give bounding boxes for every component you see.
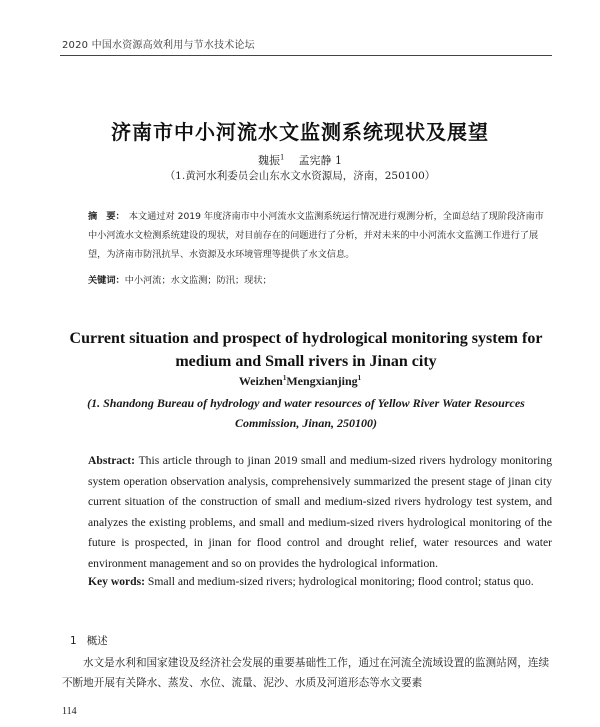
- body-paragraph: 水文是水利和国家建设及经济社会发展的重要基础性工作，通过在河流全流域设置的监测站网，连续不断地开展有关降水、蒸发、水位、流量、泥沙、水质及河道形态等水文要素: [62, 657, 550, 689]
- author-affil-mark: 1: [357, 374, 362, 382]
- affiliation-en: (1. Shandong Bureau of hydrology and water resources of Yellow River Water Resources Commission, Jinan, 250100): [87, 396, 525, 430]
- abstract-zh-text: 本文通过对 2019 年度济南市中小河流水文监测系统运行情况进行观测分析，全面总结了现阶段济南市中小河流水文检测系统建设的现状，对目前存在的问题进行了分析，并对未来的中小河流水文监测工作进行了展望，为济南市防汛抗旱、水资源及水环境管理等提供了水文信息。: [88, 211, 544, 260]
- paper-title-en: Current situation and prospect of hydrological monitoring system for medium and Small rivers in Jinan city: [69, 330, 543, 370]
- authors-zh: [0, 152, 600, 168]
- author-name: Weizhen: [238, 374, 283, 388]
- author-affil-mark: 1: [280, 153, 285, 162]
- keywords-en-label: Key words:: [88, 575, 145, 588]
- author-affil-mark: 1: [282, 374, 287, 382]
- keywords-zh: [88, 272, 552, 286]
- section-heading: [70, 633, 108, 648]
- abstract-en-text: This article through to jinan 2019 small and medium-sized rivers hydrology monitoring system operation observation analysis, comprehensively summarized the present stage of jinan city current situation of the construction of small and medium-sized rivers hydrology test system, and analyzes the existing problems, and small and medium-sized rivers hydrological monitoring of the future is prospected, in jinan for flood control and drought relief, water resources and water environment management and so on provides the hydrological information.: [88, 454, 553, 570]
- authors-en: [0, 374, 600, 389]
- author-affil-mark: 1: [334, 154, 342, 167]
- abstract-en: [88, 451, 552, 575]
- paper-title-zh: 济南市中小河流水文监测系统现状及展望: [111, 120, 489, 144]
- author-name: Mengxianjing: [286, 374, 358, 388]
- author-name: 孟宪静: [298, 154, 332, 167]
- author-name: 魏振: [258, 154, 281, 167]
- affiliation-zh: （1.黄河水利委员会山东水文水资源局，济南，250100）: [164, 170, 436, 182]
- section-title: 概述: [86, 635, 108, 647]
- page-number: 114: [62, 706, 77, 717]
- section-number: 1: [70, 635, 77, 647]
- keywords-en: [88, 572, 552, 593]
- header-divider: [60, 55, 552, 56]
- abstract-en-label: Abstract:: [88, 454, 136, 467]
- keywords-en-text: Small and medium-sized rivers; hydrological monitoring; flood control; status quo.: [147, 575, 534, 588]
- keywords-zh-text: 中小河流；水文监测；防汛；现状；: [124, 275, 272, 286]
- abstract-zh-label: 摘 要：: [88, 211, 125, 222]
- abstract-zh: [88, 207, 552, 264]
- running-header: 2020 中国水资源高效利用与节水技术论坛: [62, 40, 255, 51]
- keywords-zh-label: 关键词：: [88, 275, 125, 286]
